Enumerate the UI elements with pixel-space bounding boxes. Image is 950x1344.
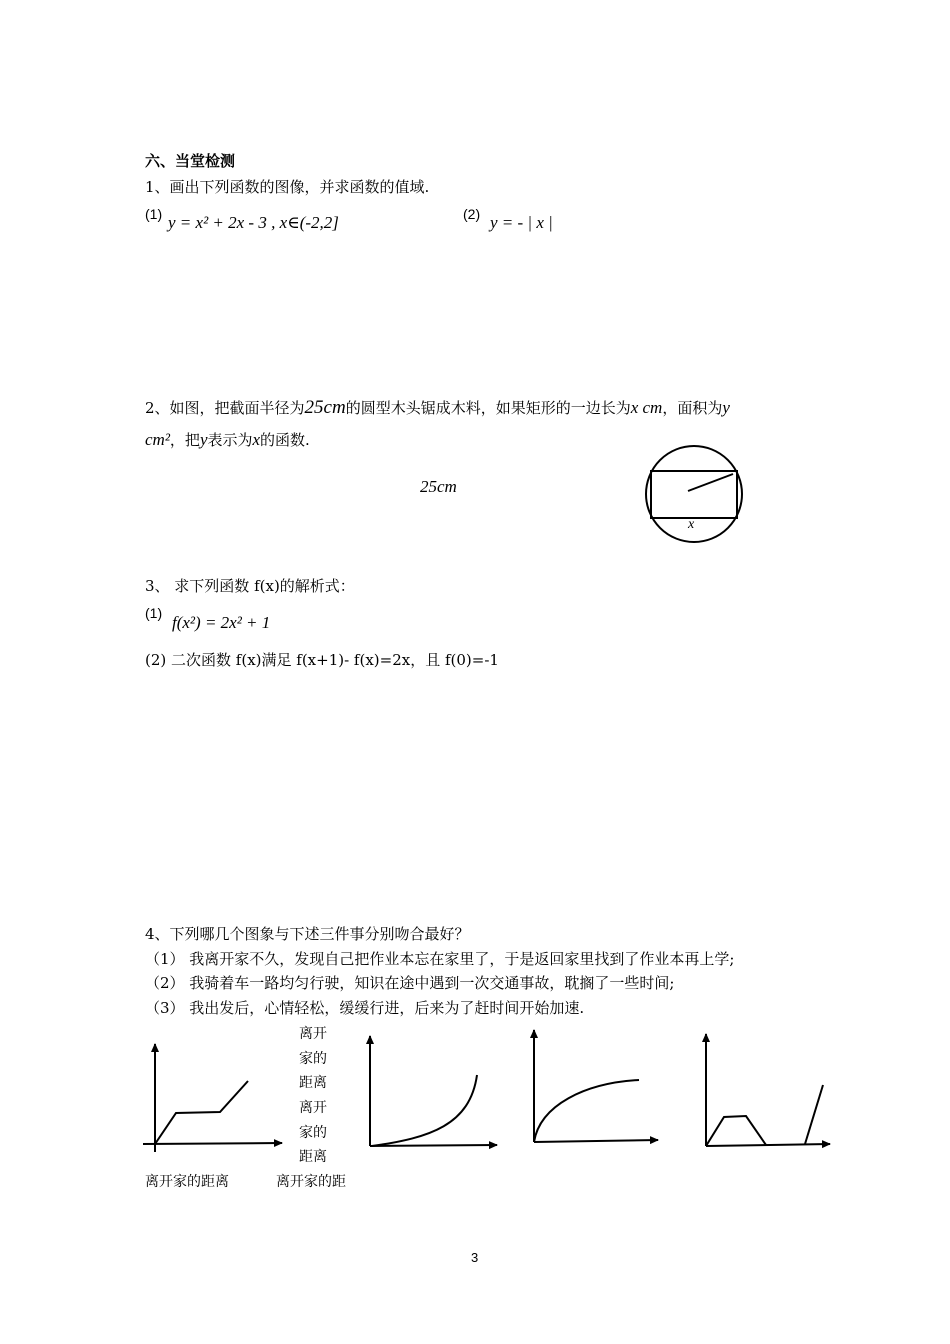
q2-area-unit: cm²	[145, 430, 170, 449]
graph1-curve	[155, 1081, 248, 1144]
q1-part2-label: (2)	[463, 206, 481, 222]
q1-part1-label: (1)	[145, 206, 163, 222]
graph3-x-axis	[534, 1140, 658, 1142]
graph3-ylabel: 离开家的距离	[299, 1100, 327, 1165]
q2-text-f: 的函数.	[260, 431, 310, 449]
radius-segment	[688, 474, 733, 491]
graph-4	[706, 1034, 830, 1146]
q2-text-d: ，把	[169, 431, 200, 449]
graph4-x-axis	[706, 1144, 830, 1146]
section-title: 六、当堂检测	[145, 152, 236, 170]
graph4-curve-part1	[706, 1116, 766, 1146]
graph-2	[370, 1036, 497, 1146]
graph2-ylabel: 离开家的距离	[299, 1026, 327, 1091]
q3-part1-label: (1)	[145, 605, 163, 621]
q4-item-3: （3） 我出发后，心情轻松，缓缓行进，后来为了赶时间开始加速.	[145, 999, 585, 1017]
graph-3	[534, 1030, 658, 1142]
graph3-curve	[534, 1080, 639, 1142]
q2-text-a: 2、如图，把截面半径为	[145, 399, 305, 417]
q2-text-b: 的圆型木头锯成木料，如果矩形的一边长为	[345, 399, 631, 417]
q3-prompt: 3、 求下列函数 f(x)的解析式：	[145, 577, 355, 595]
q1-part2-formula: y = - | x |	[490, 213, 553, 232]
q2-side-var: x cm	[630, 398, 663, 417]
q2-area-var: y	[722, 398, 730, 417]
q2-radius: 25cm	[304, 397, 346, 418]
q4-prompt: 4、下列哪几个图象与下述三件事分别吻合最好？	[145, 925, 470, 943]
q4-item-2: （2） 我骑着车一路均匀行驶，知识在途中遇到一次交通事故，耽搁了一些时间;	[145, 974, 675, 992]
q1-prompt: 1、画出下列函数的图像，并求函数的值域.	[145, 178, 430, 196]
graph2-curve	[372, 1075, 477, 1146]
graph4-ylabel: 离开家的距	[276, 1174, 346, 1190]
graph4-curve-part2	[805, 1085, 823, 1144]
q4-item-1: （1） 我离开家不久，发现自己把作业本忘在家里了，于是返回家里找到了作业本再上学;	[145, 950, 735, 968]
q2-figure-radius-label: 25cm	[420, 477, 457, 496]
q1-part1-formula: y = x² + 2x - 3 , x∈(-2,2]	[168, 213, 339, 232]
q3-part1-formula: f(x²) = 2x² + 1	[172, 613, 271, 632]
q2-text-e: 表示为	[207, 431, 253, 449]
graph2-x-axis	[370, 1145, 497, 1146]
graph1-ylabel: 离开家的距离	[145, 1174, 229, 1190]
page-number: 3	[471, 1250, 479, 1265]
graph1-x-axis	[143, 1143, 282, 1144]
q2-x-var: x	[252, 430, 261, 449]
graph-1	[143, 1044, 282, 1152]
q2-y-var: y	[199, 430, 208, 449]
q2-text-c: ，面积为	[662, 399, 723, 417]
q3-part2-text: (2) 二次函数 f(x)满足 f(x+1)- f(x)=2x，且 f(0)=-1	[145, 651, 499, 669]
q2-figure-side-label: x	[688, 517, 695, 532]
